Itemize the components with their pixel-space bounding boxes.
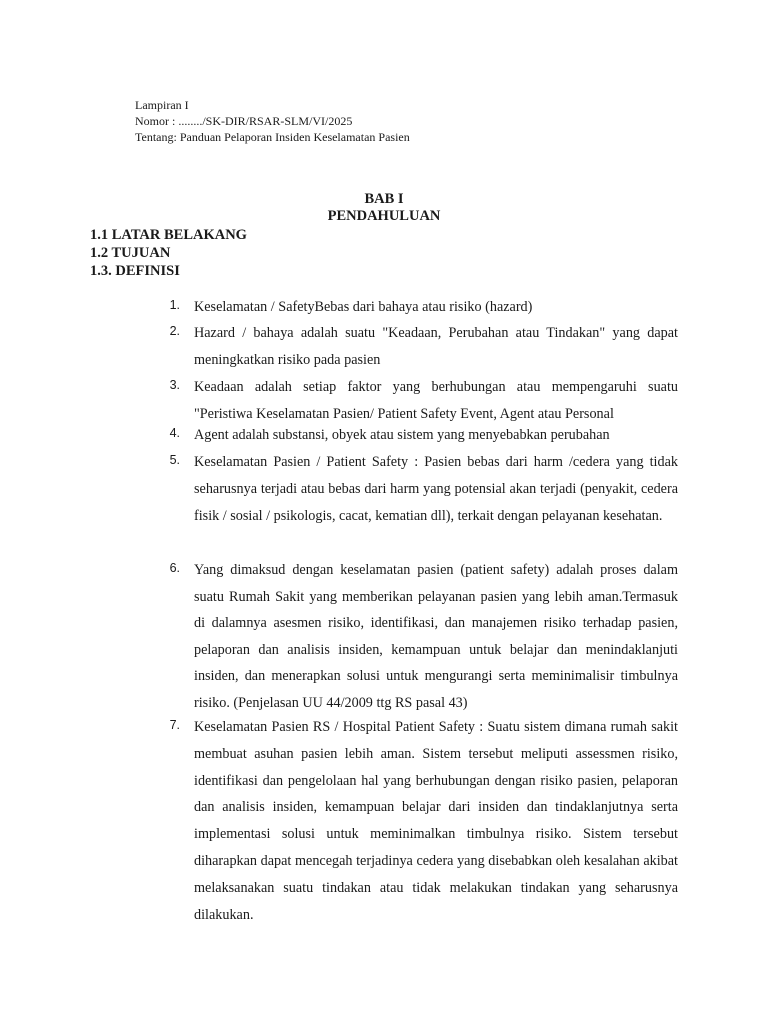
section-heading-background: 1.1 LATAR BELAKANG (90, 227, 247, 243)
list-item-number: 2. (169, 324, 180, 338)
attachment-header (135, 97, 410, 145)
list-item-text: Keselamatan / SafetyBebas dari bahaya atau risiko (hazard) (194, 299, 533, 315)
decree-number: Nomor : ......../SK-DIR/RSAR-SLM/VI/2025 (135, 114, 353, 128)
list-item-text: Keselamatan Pasien / Patient Safety : Pasien bebas dari harm /cedera yang tidak seharusnya terjadi atau bebas dari harm yang potensial akan terjadi (penyakit, cedera fisik / sosial / psikologis, cacat, kematian dll), terkait dengan pelayanan kesehatan. (194, 454, 678, 524)
list-item-text: Yang dimaksud dengan keselamatan pasien (patient safety) adalah proses dalam suatu Rumah Sakit yang memberikan pelayanan pasien yang lebih aman.Termasuk di dalamnya asesmen risiko, identifikasi, dan manajemen risiko terhadap pasien, pelaporan dan analisis insiden, kemampuan untuk belajar dan menindaklanjuti insiden, dan menerapkan solusi untuk mengurangi serta meminimalisir timbulnya risiko. (Penjelasan UU 44/2009 ttg RS pasal 43) (194, 562, 678, 711)
list-item-number: 7. (169, 718, 180, 732)
list-item-text: Keselamatan Pasien RS / Hospital Patient Safety : Suatu sistem dimana rumah sakit membuat asuhan pasien lebih aman. Sistem tersebut meliputi assessmen risiko, identifikasi dan pengelolaan hal yang berhubungan dengan risiko pasien, pelaporan dan analisis insiden, kemampuan belajar dari insiden dan tindaklanjutnya serta implementasi solusi untuk meminimalkan timbulnya risiko. Sistem tersebut diharapkan dapat mencegah terjadinya cedera yang disebabkan oleh kesalahan akibat melaksanakan suatu tindakan atau tidak melakukan tindakan yang seharusnya dilakukan. (194, 719, 678, 923)
list-item-text: Agent adalah substansi, obyek atau sistem yang menyebabkan perubahan (194, 427, 610, 443)
attachment-label: Lampiran I (135, 98, 189, 112)
list-item-text: Hazard / bahaya adalah suatu "Keadaan, Perubahan atau Tindakan" yang dapat meningkatkan risiko pada pasien (194, 325, 678, 368)
section-heading-objectives: 1.2 TUJUAN (90, 245, 171, 261)
section-heading-definitions: 1.3. DEFINISI (90, 263, 180, 279)
chapter-heading (0, 191, 768, 225)
list-item-text: Keadaan adalah setiap faktor yang berhubungan atau mempengaruhi suatu "Peristiwa Keselamatan Pasien/ Patient Safety Event, Agent atau Personal (194, 379, 678, 422)
section-headings (90, 226, 247, 280)
chapter-number: BAB I (364, 191, 404, 207)
list-item-number: 3. (169, 378, 180, 392)
decree-subject: Tentang: Panduan Pelaporan Insiden Keselamatan Pasien (135, 130, 410, 144)
chapter-title: PENDAHULUAN (327, 208, 441, 224)
list-item-number: 1. (169, 298, 180, 312)
list-item-number: 5. (169, 453, 180, 467)
list-item-number: 4. (169, 426, 180, 440)
list-item-number: 6. (169, 561, 180, 575)
